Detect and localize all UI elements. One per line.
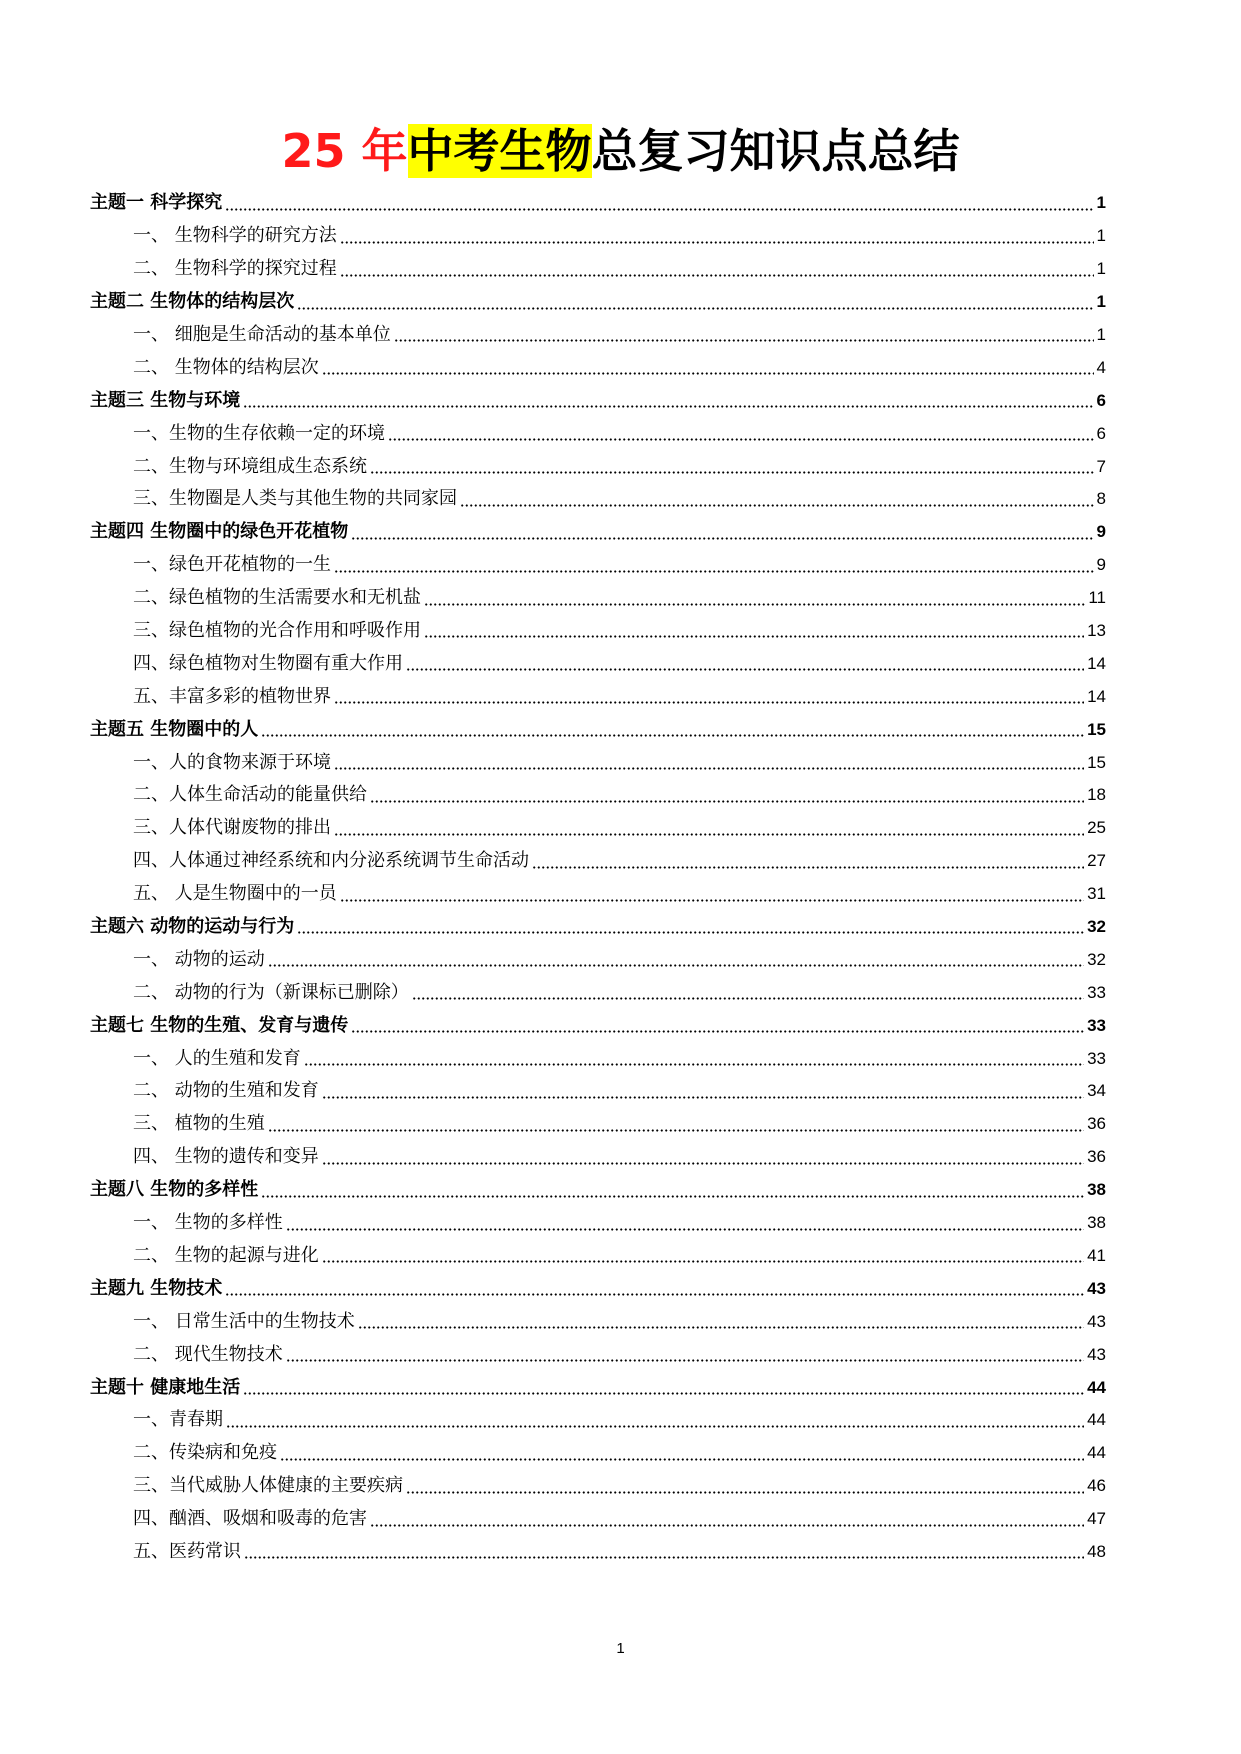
toc-entry-page: 1: [1096, 226, 1106, 246]
toc-section-entry[interactable]: [90, 615, 1106, 648]
toc-entry-page: 1: [1096, 292, 1106, 312]
toc-entry-page: 36: [1087, 1147, 1106, 1167]
title-rest: 总复习知识点总结: [591, 124, 960, 178]
toc-entry-title: 二、 生物的起源与进化: [133, 1244, 319, 1266]
toc-entry-title: 五、医药常识: [133, 1540, 241, 1562]
toc-entry-title: 主题二 生物体的结构层次: [90, 291, 295, 313]
toc-entry-title: 四、 生物的遗传和变异: [133, 1146, 319, 1168]
toc-dot-leader: [334, 832, 1084, 837]
toc-section-entry[interactable]: [90, 220, 1106, 253]
toc-chapter-entry[interactable]: [90, 187, 1106, 220]
toc-entry-title: 二、 生物科学的探究过程: [133, 258, 337, 280]
toc-entry-page: 25: [1087, 818, 1106, 838]
toc-entry-title: 四、绿色植物对生物圈有重大作用: [133, 652, 403, 674]
toc-dot-leader: [226, 1424, 1084, 1429]
table-of-contents: [90, 187, 1106, 1568]
toc-chapter-entry[interactable]: [90, 1009, 1106, 1042]
toc-entry-page: 43: [1087, 1311, 1106, 1331]
toc-dot-leader: [340, 898, 1084, 903]
toc-entry-title: 三、当代威胁人体健康的主要疾病: [133, 1475, 403, 1497]
toc-entry-page: 13: [1087, 621, 1106, 641]
toc-entry-page: 47: [1087, 1509, 1106, 1529]
toc-chapter-entry[interactable]: [90, 713, 1106, 746]
toc-dot-leader: [370, 470, 1094, 475]
toc-entry-title: 主题五 生物圈中的人: [90, 718, 259, 740]
toc-dot-leader: [394, 338, 1094, 343]
toc-entry-page: 34: [1087, 1081, 1106, 1101]
toc-dot-leader: [268, 1128, 1084, 1133]
toc-entry-title: 五、 人是生物圈中的一员: [133, 883, 337, 905]
toc-chapter-entry[interactable]: [90, 1371, 1106, 1404]
toc-dot-leader: [244, 1555, 1084, 1560]
toc-entry-page: 1: [1096, 259, 1106, 279]
toc-entry-page: 32: [1087, 949, 1106, 969]
toc-entry-title: 一、 细胞是生命活动的基本单位: [133, 324, 391, 345]
toc-entry-title: 一、 日常生活中的生物技术: [133, 1310, 355, 1332]
toc-dot-leader: [406, 667, 1084, 672]
toc-entry-page: 31: [1087, 884, 1106, 904]
title-highlight: 中考生物: [407, 124, 592, 178]
toc-entry-title: 主题十 健康地生活: [90, 1376, 241, 1398]
toc-dot-leader: [243, 404, 1093, 409]
toc-dot-leader: [460, 503, 1094, 508]
toc-entry-page: 15: [1087, 752, 1106, 772]
toc-entry-title: 主题三 生物与环境: [90, 389, 241, 411]
toc-dot-leader: [424, 634, 1084, 639]
toc-entry-title: 一、 动物的运动: [133, 948, 265, 970]
toc-entry-title: 二、 动物的生殖和发育: [133, 1080, 319, 1102]
toc-entry-title: 二、 动物的行为（新课标已删除）: [133, 981, 409, 1003]
toc-section-entry[interactable]: [90, 1536, 1106, 1569]
toc-entry-page: 6: [1096, 390, 1106, 410]
toc-chapter-entry[interactable]: [90, 1174, 1106, 1207]
toc-dot-leader: [370, 799, 1084, 804]
toc-entry-page: 44: [1087, 1443, 1106, 1463]
toc-section-entry[interactable]: [90, 549, 1106, 582]
toc-entry-title: 主题六 动物的运动与行为: [90, 916, 295, 938]
toc-entry-title: 二、 生物体的结构层次: [133, 356, 319, 378]
title-year: 25 年: [281, 124, 408, 178]
toc-section-entry[interactable]: [90, 680, 1106, 713]
toc-entry-page: 1: [1096, 325, 1106, 344]
toc-section-entry[interactable]: [90, 976, 1106, 1009]
toc-dot-leader: [351, 1029, 1084, 1034]
toc-entry-title: 一、 生物科学的研究方法: [133, 225, 337, 247]
toc-entry-title: 一、青春期: [133, 1409, 223, 1431]
toc-section-entry[interactable]: [90, 417, 1106, 450]
toc-section-entry[interactable]: [90, 746, 1106, 779]
toc-entry-title: 四、人体通过神经系统和内分泌系统调节生命活动: [133, 850, 529, 872]
toc-section-entry[interactable]: [90, 1207, 1106, 1240]
toc-dot-leader: [334, 700, 1084, 705]
toc-entry-page: 7: [1096, 456, 1106, 476]
toc-entry-page: 33: [1087, 1015, 1106, 1035]
toc-entry-page: 44: [1087, 1377, 1106, 1397]
toc-dot-leader: [358, 1325, 1084, 1330]
toc-entry-page: 43: [1087, 1344, 1106, 1364]
toc-dot-leader: [322, 1161, 1084, 1166]
toc-dot-leader: [388, 437, 1094, 442]
toc-section-entry[interactable]: [90, 1503, 1106, 1536]
toc-section-entry[interactable]: [90, 1240, 1106, 1273]
toc-entry-page: 33: [1087, 1048, 1106, 1068]
toc-section-entry[interactable]: [90, 647, 1106, 680]
toc-section-entry[interactable]: [90, 1338, 1106, 1371]
toc-dot-leader: [322, 1095, 1084, 1100]
toc-section-entry[interactable]: [90, 812, 1106, 845]
toc-entry-title: 四、酗酒、吸烟和吸毒的危害: [133, 1508, 367, 1530]
toc-chapter-entry[interactable]: [90, 384, 1106, 417]
toc-entry-title: 二、绿色植物的生活需要水和无机盐: [133, 587, 421, 609]
toc-dot-leader: [280, 1457, 1084, 1462]
toc-section-entry[interactable]: [90, 450, 1106, 483]
toc-entry-title: 一、绿色开花植物的一生: [133, 554, 331, 576]
toc-dot-leader: [268, 963, 1084, 968]
toc-entry-title: 三、人体代谢废物的排出: [133, 817, 331, 839]
toc-section-entry[interactable]: [90, 779, 1106, 812]
toc-section-entry[interactable]: [90, 1404, 1106, 1437]
toc-section-entry[interactable]: [90, 845, 1106, 878]
toc-entry-title: 主题一 科学探究: [90, 192, 223, 214]
toc-entry-page: 1: [1096, 193, 1106, 213]
toc-entry-title: 三、生物圈是人类与其他生物的共同家园: [133, 488, 457, 510]
toc-section-entry[interactable]: [90, 1437, 1106, 1470]
toc-entry-title: 主题四 生物圈中的绿色开花植物: [90, 521, 349, 543]
toc-entry-title: 二、传染病和免疫: [133, 1442, 277, 1464]
toc-section-entry[interactable]: [90, 582, 1106, 615]
toc-section-entry[interactable]: [90, 253, 1106, 286]
toc-dot-leader: [297, 306, 1093, 311]
toc-dot-leader: [322, 371, 1094, 376]
toc-entry-page: 36: [1087, 1114, 1106, 1134]
toc-section-entry[interactable]: [90, 878, 1106, 911]
toc-entry-page: 4: [1096, 357, 1106, 377]
toc-dot-leader: [286, 1358, 1084, 1363]
toc-section-entry[interactable]: [90, 1305, 1106, 1338]
toc-dot-leader: [225, 207, 1093, 212]
toc-entry-page: 6: [1096, 423, 1106, 443]
toc-section-entry[interactable]: [90, 943, 1106, 976]
toc-dot-leader: [370, 1523, 1084, 1528]
toc-dot-leader: [225, 1292, 1084, 1297]
toc-entry-page: 11: [1088, 588, 1106, 608]
toc-entry-title: 主题九 生物技术: [90, 1277, 223, 1299]
toc-entry-page: 15: [1087, 719, 1106, 739]
toc-entry-page: 43: [1087, 1278, 1106, 1298]
toc-entry-page: 46: [1087, 1476, 1106, 1496]
toc-dot-leader: [532, 865, 1084, 870]
toc-entry-title: 二、生物与环境组成生态系统: [133, 455, 367, 477]
toc-dot-leader: [334, 766, 1084, 771]
toc-section-entry[interactable]: [90, 483, 1106, 516]
toc-dot-leader: [286, 1227, 1084, 1232]
toc-section-entry[interactable]: [90, 1108, 1106, 1141]
toc-entry-page: 38: [1087, 1180, 1106, 1200]
toc-entry-title: 主题七 生物的生殖、发育与遗传: [90, 1014, 349, 1036]
toc-dot-leader: [412, 996, 1084, 1001]
toc-entry-title: 三、 植物的生殖: [133, 1113, 265, 1135]
toc-section-entry[interactable]: [90, 1141, 1106, 1174]
toc-entry-title: 主题八 生物的多样性: [90, 1179, 259, 1201]
toc-entry-page: 48: [1087, 1541, 1106, 1561]
toc-entry-title: 一、 人的生殖和发育: [133, 1047, 301, 1069]
toc-dot-leader: [340, 240, 1094, 245]
toc-entry-title: 三、绿色植物的光合作用和呼吸作用: [133, 620, 421, 642]
toc-dot-leader: [424, 602, 1085, 607]
toc-entry-page: 18: [1087, 785, 1106, 805]
toc-entry-page: 27: [1087, 851, 1106, 871]
toc-entry-page: 38: [1087, 1213, 1106, 1233]
toc-entry-page: 9: [1096, 555, 1106, 575]
toc-chapter-entry[interactable]: [90, 1272, 1106, 1305]
toc-entry-page: 9: [1096, 522, 1106, 542]
toc-dot-leader: [322, 1259, 1084, 1264]
toc-entry-title: 一、生物的生存依赖一定的环境: [133, 422, 385, 444]
toc-dot-leader: [261, 1194, 1084, 1199]
toc-dot-leader: [334, 569, 1094, 574]
toc-dot-leader: [297, 930, 1084, 935]
toc-section-entry[interactable]: [90, 319, 1106, 352]
toc-dot-leader: [351, 536, 1093, 541]
toc-entry-page: 32: [1087, 917, 1106, 937]
toc-entry-title: 一、人的食物来源于环境: [133, 751, 331, 773]
toc-chapter-entry[interactable]: [90, 516, 1106, 549]
toc-chapter-entry[interactable]: [90, 286, 1106, 319]
toc-entry-page: 33: [1087, 982, 1106, 1002]
toc-entry-page: 41: [1087, 1245, 1106, 1265]
toc-section-entry[interactable]: [90, 351, 1106, 384]
toc-section-entry[interactable]: [90, 1470, 1106, 1503]
toc-entry-title: 五、丰富多彩的植物世界: [133, 685, 331, 707]
toc-entry-page: 14: [1087, 686, 1106, 706]
toc-section-entry[interactable]: [90, 1075, 1106, 1108]
toc-entry-title: 一、 生物的多样性: [133, 1212, 283, 1234]
toc-chapter-entry[interactable]: [90, 911, 1106, 944]
toc-dot-leader: [304, 1062, 1084, 1067]
toc-entry-title: 二、 现代生物技术: [133, 1343, 283, 1365]
toc-entry-title: 二、人体生命活动的能量供给: [133, 784, 367, 806]
toc-section-entry[interactable]: [90, 1042, 1106, 1075]
toc-entry-page: 8: [1096, 489, 1106, 509]
page-number: 1: [616, 1640, 625, 1657]
toc-dot-leader: [243, 1391, 1084, 1396]
document-title: [0, 118, 1241, 184]
toc-entry-page: 44: [1087, 1410, 1106, 1430]
toc-dot-leader: [406, 1490, 1084, 1495]
toc-dot-leader: [340, 273, 1094, 278]
toc-entry-page: 14: [1087, 653, 1106, 673]
toc-dot-leader: [261, 733, 1084, 738]
